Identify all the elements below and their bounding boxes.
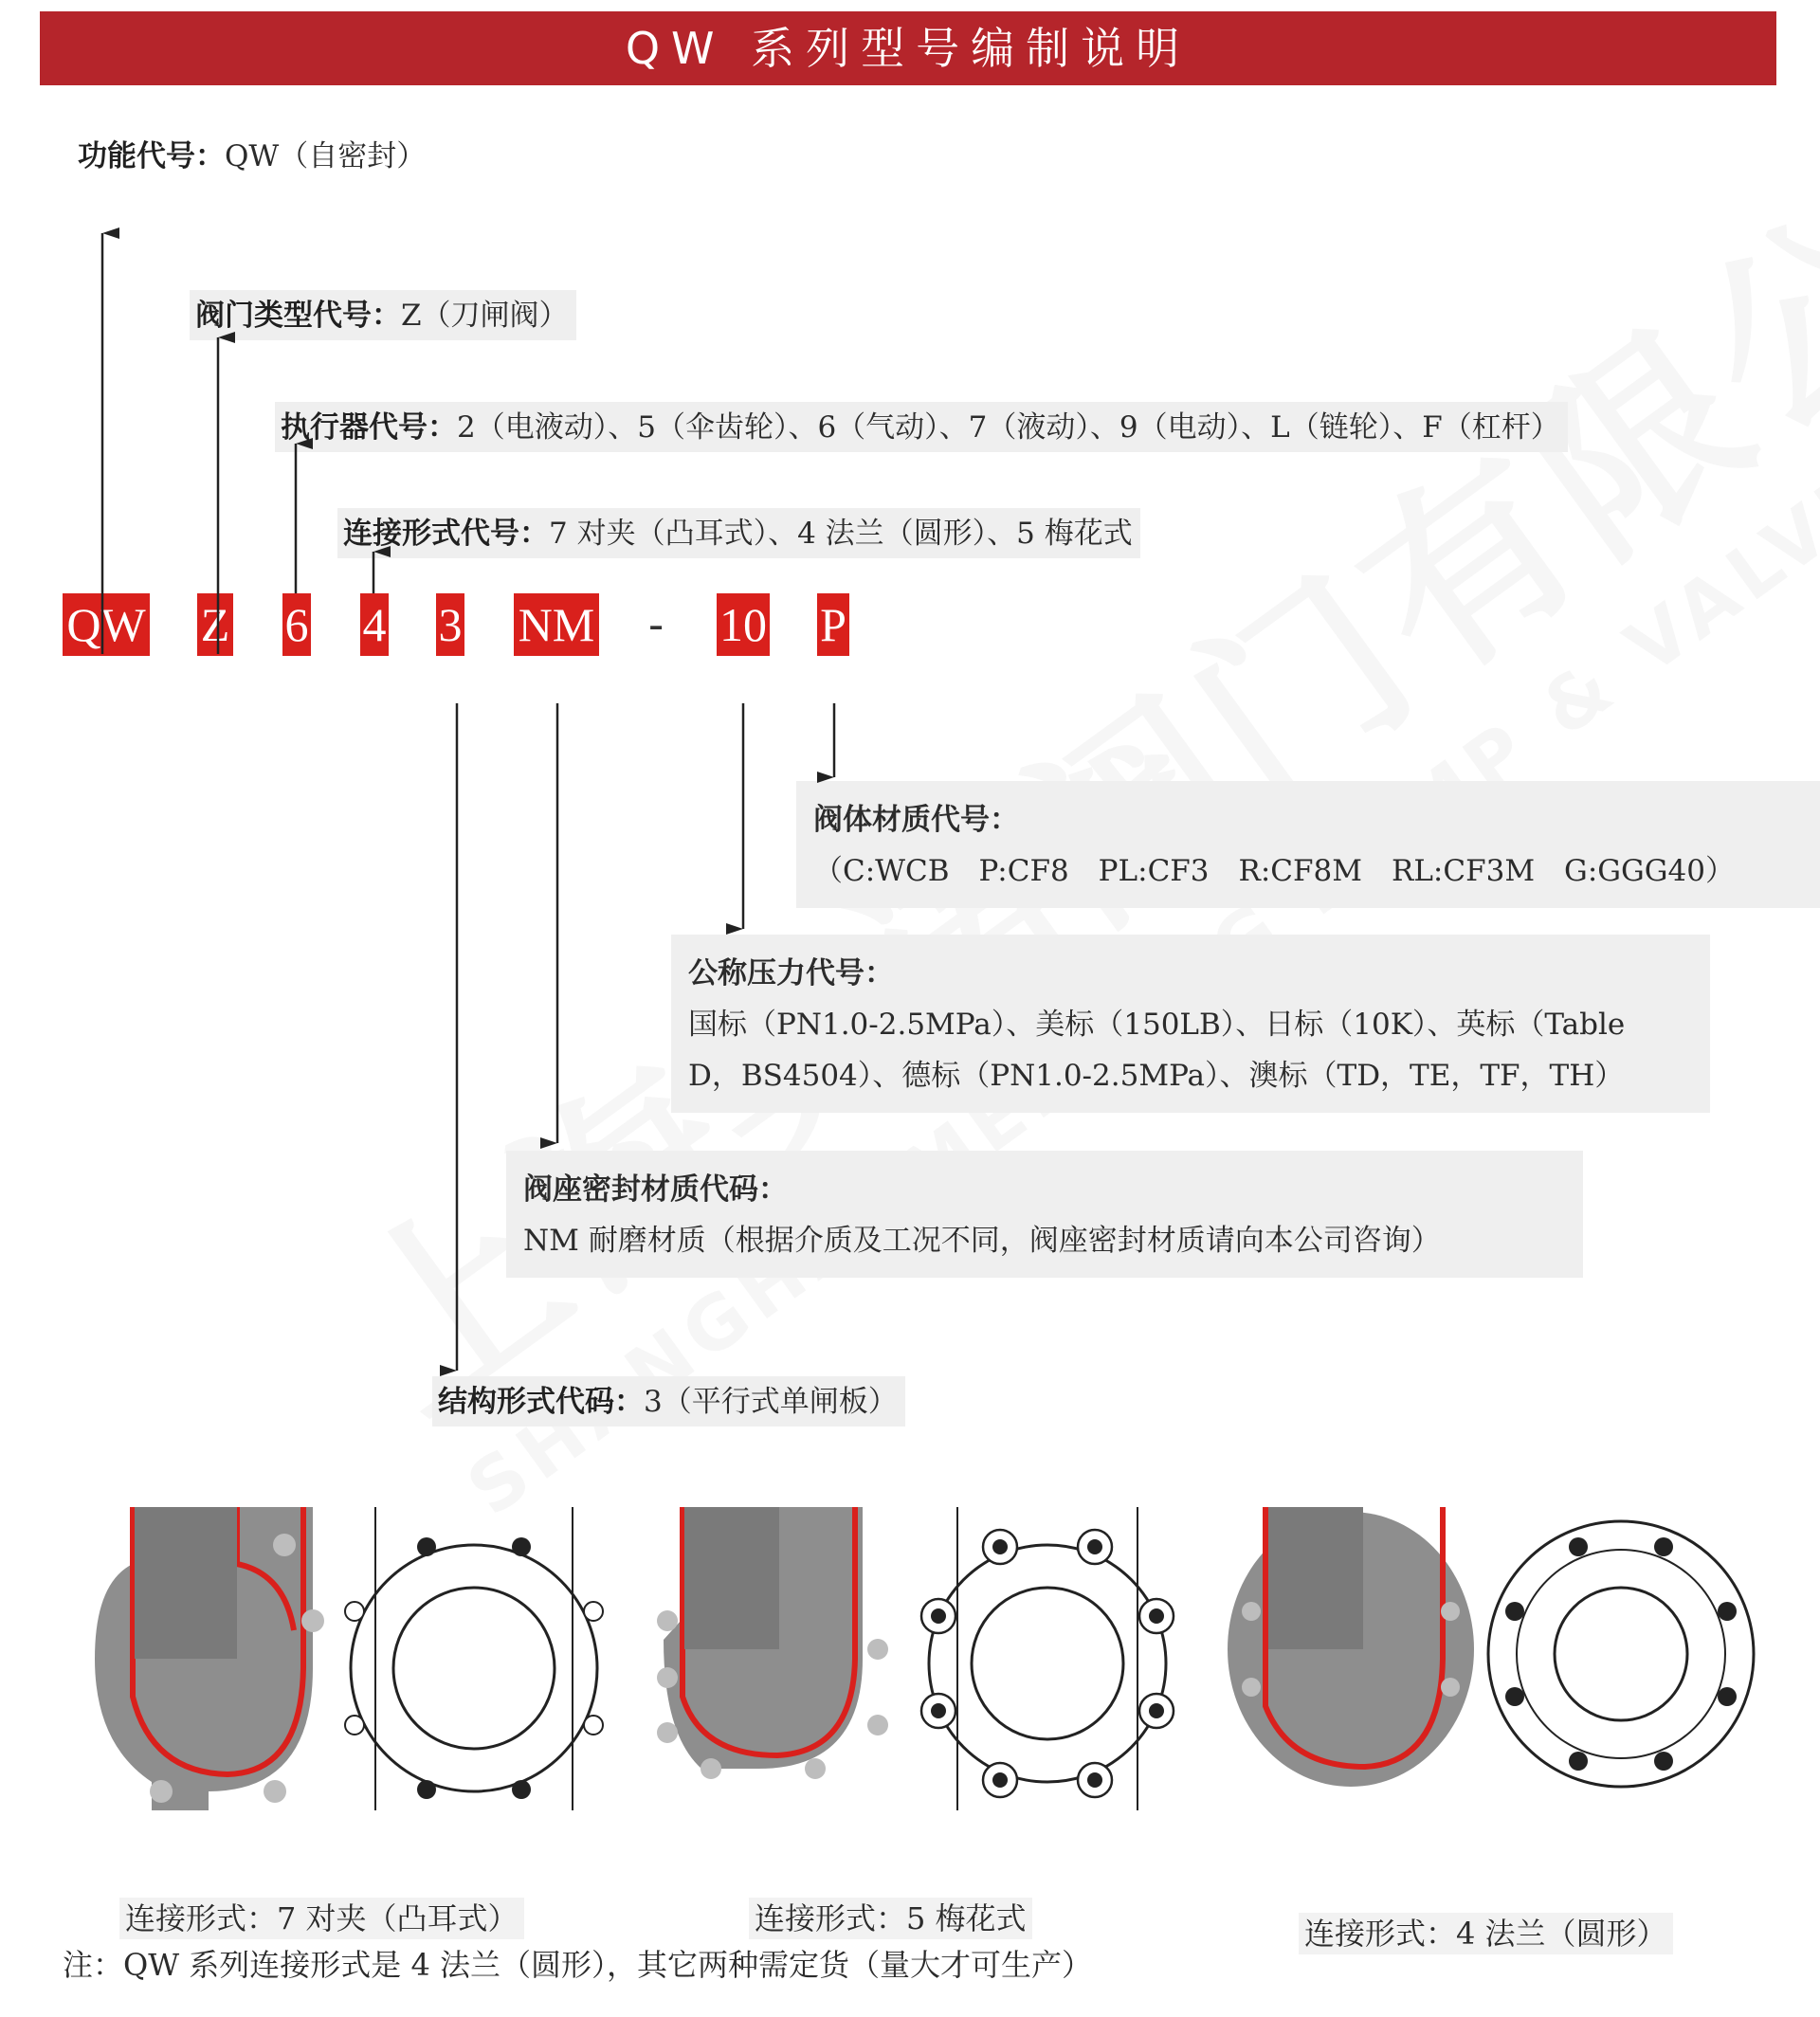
flange-face-illustration (1479, 1507, 1763, 1801)
lug-valve-body-illustration (95, 1507, 341, 1810)
caption-plum: 连接形式：5 梅花式 (749, 1898, 1032, 1939)
valve-type-code-value: Z（刀闸阀） (401, 299, 569, 333)
lug-flange-face-illustration (341, 1507, 607, 1810)
flange-valve-body-illustration (1223, 1507, 1479, 1791)
code-nm: NM (514, 593, 599, 656)
code-10: 10 (717, 593, 770, 656)
caption-flange: 连接形式：4 法兰（圆形） (1299, 1913, 1673, 1954)
page-title: QW 系列型号编制说明 (625, 23, 1192, 74)
plum-flange-face-illustration (910, 1507, 1185, 1810)
pressure-title: 公称压力代号： (688, 956, 894, 990)
pressure-line2: D，BS4504）、德标（PN1.0-2.5MPa）、澳标（TD，TE，TF，TH） (688, 1059, 1625, 1093)
body-material-title: 阀体材质代号： (813, 803, 1019, 837)
structure-code-value: 3（平行式单闸板） (644, 1385, 898, 1419)
connection-code-title: 连接形式代号： (343, 517, 549, 551)
caption-lug: 连接形式：7 对夹（凸耳式） (119, 1898, 524, 1939)
actuator-code-title: 执行器代号： (281, 410, 457, 445)
plum-valve-body-illustration (654, 1507, 891, 1782)
code-p: P (817, 593, 849, 656)
function-code-title: 功能代号： (78, 139, 225, 173)
code-4: 4 (360, 593, 389, 656)
code-qw: QW (63, 593, 150, 656)
code-z: Z (197, 593, 233, 656)
function-code-value: QW（自密封） (225, 139, 427, 173)
valve-type-code-title: 阀门类型代号： (195, 299, 401, 333)
actuator-code-value: 2（电液动）、5（伞齿轮）、6（气动）、7（液动）、9（电动）、L（链轮）、F（杠杆） (457, 410, 1560, 445)
pressure-line1: 国标（PN1.0-2.5MPa）、美标（150LB）、日标（10K）、英标（Table (688, 1008, 1626, 1042)
seat-material-title: 阀座密封材质代码： (523, 1172, 788, 1207)
code-dash: - (648, 598, 664, 651)
body-material-value: （C:WCB P:CF8 PL:CF3 R:CF8M RL:CF3M G:GGG40） (813, 854, 1736, 888)
connection-code-value: 7 对夹（凸耳式）、4 法兰（圆形）、5 梅花式 (549, 517, 1133, 551)
structure-code-title: 结构形式代码： (438, 1385, 644, 1419)
seat-material-value: NM 耐磨材质（根据介质及工况不同，阀座密封材质请向本公司咨询） (523, 1224, 1441, 1258)
footnote: 注：QW 系列连接形式是 4 法兰（圆形），其它两种需定货（量大才可生产） (63, 1947, 1093, 1983)
code-3: 3 (436, 593, 464, 656)
code-6: 6 (282, 593, 311, 656)
